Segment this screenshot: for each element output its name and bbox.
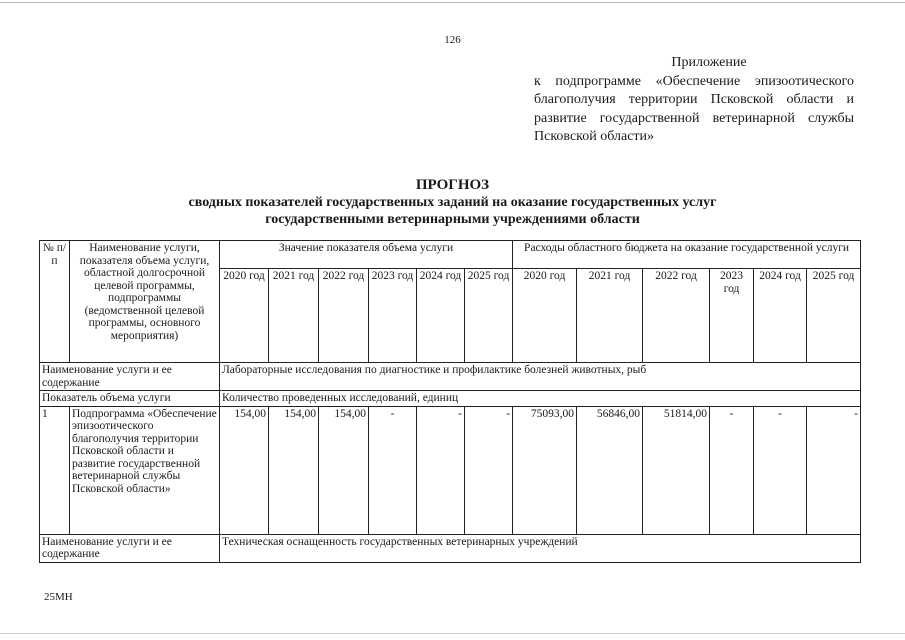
indicator-value: Количество проведенных исследований, единиц — [220, 391, 861, 407]
volume-cell: 154,00 — [319, 406, 369, 534]
scan-edge-top — [0, 2, 905, 3]
row-num: 1 — [40, 406, 70, 534]
table-row — [40, 406, 861, 534]
header-budget-group: Расходы областного бюджета на оказание государственной услуги — [513, 241, 861, 269]
service-label: Наименование услуги и ее содержание — [40, 534, 220, 562]
heading-line-1: сводных показателей государственных заданий на оказание государственных услуг — [188, 195, 717, 210]
header-budget-year: 2024 год — [754, 269, 807, 363]
budget-cell: 75093,00 — [513, 406, 577, 534]
volume-cell: - — [465, 406, 513, 534]
footer-code: 25МН — [44, 591, 73, 603]
row-name: Подпрограмма «Обеспечение эпизоотического благополучия территории Псковской области и развитие государственной ветеринарной службы Псковской области» — [70, 406, 220, 534]
table-header-row-1 — [40, 241, 861, 269]
header-volume-year: 2024 год — [417, 269, 465, 363]
header-volume-year: 2021 год — [269, 269, 319, 363]
appendix-block — [534, 54, 854, 147]
header-volume-year: 2025 год — [465, 269, 513, 363]
header-volume-year: 2022 год — [319, 269, 369, 363]
header-volume-year: 2023 год — [369, 269, 417, 363]
volume-cell: - — [369, 406, 417, 534]
budget-cell: 56846,00 — [577, 406, 643, 534]
budget-cell: - — [710, 406, 754, 534]
volume-cell: - — [417, 406, 465, 534]
budget-cell: 51814,00 — [643, 406, 710, 534]
appendix-title: Приложение — [671, 55, 747, 70]
header-budget-year: 2020 год — [513, 269, 577, 363]
forecast-table — [39, 240, 861, 563]
page-number: 126 — [444, 34, 461, 46]
service-label: Наименование услуги и ее содержание — [40, 363, 220, 391]
heading-title: ПРОГНОЗ — [415, 177, 490, 193]
budget-cell: - — [807, 406, 861, 534]
header-volume-group: Значение показателя объема услуги — [220, 241, 513, 269]
indicator-label: Показатель объема услуги — [40, 391, 220, 407]
header-budget-year: 2025 год — [807, 269, 861, 363]
service-value: Лабораторные исследования по диагностике и профилактике болезней животных, рыб — [220, 363, 861, 391]
header-budget-year: 2023 год — [710, 269, 754, 363]
heading-line-2: государственными ветеринарными учреждениями области — [265, 212, 640, 227]
volume-cell: 154,00 — [269, 406, 319, 534]
volume-cell: 154,00 — [220, 406, 269, 534]
table-row — [40, 391, 861, 407]
header-num: № п/п — [40, 241, 70, 363]
table-row — [40, 534, 861, 562]
document-heading — [0, 176, 905, 228]
appendix-text: к подпрограмме «Обеспечение эпизоотического благополучия территории Псковской области и развитие государственной ветеринарной службы Псковской области» — [534, 73, 854, 144]
scan-edge-bottom — [0, 633, 905, 634]
service-value: Техническая оснащенность государственных ветеринарных учреждений — [220, 534, 861, 562]
budget-cell: - — [754, 406, 807, 534]
header-budget-year: 2021 год — [577, 269, 643, 363]
header-volume-year: 2020 год — [220, 269, 269, 363]
table-row — [40, 363, 861, 391]
header-budget-year: 2022 год — [643, 269, 710, 363]
header-name: Наименование услуги, показателя объема услуги, областной долгосрочной целевой программы, подпрограммы (ведомственной целевой программы, основного мероприятия) — [70, 241, 220, 363]
